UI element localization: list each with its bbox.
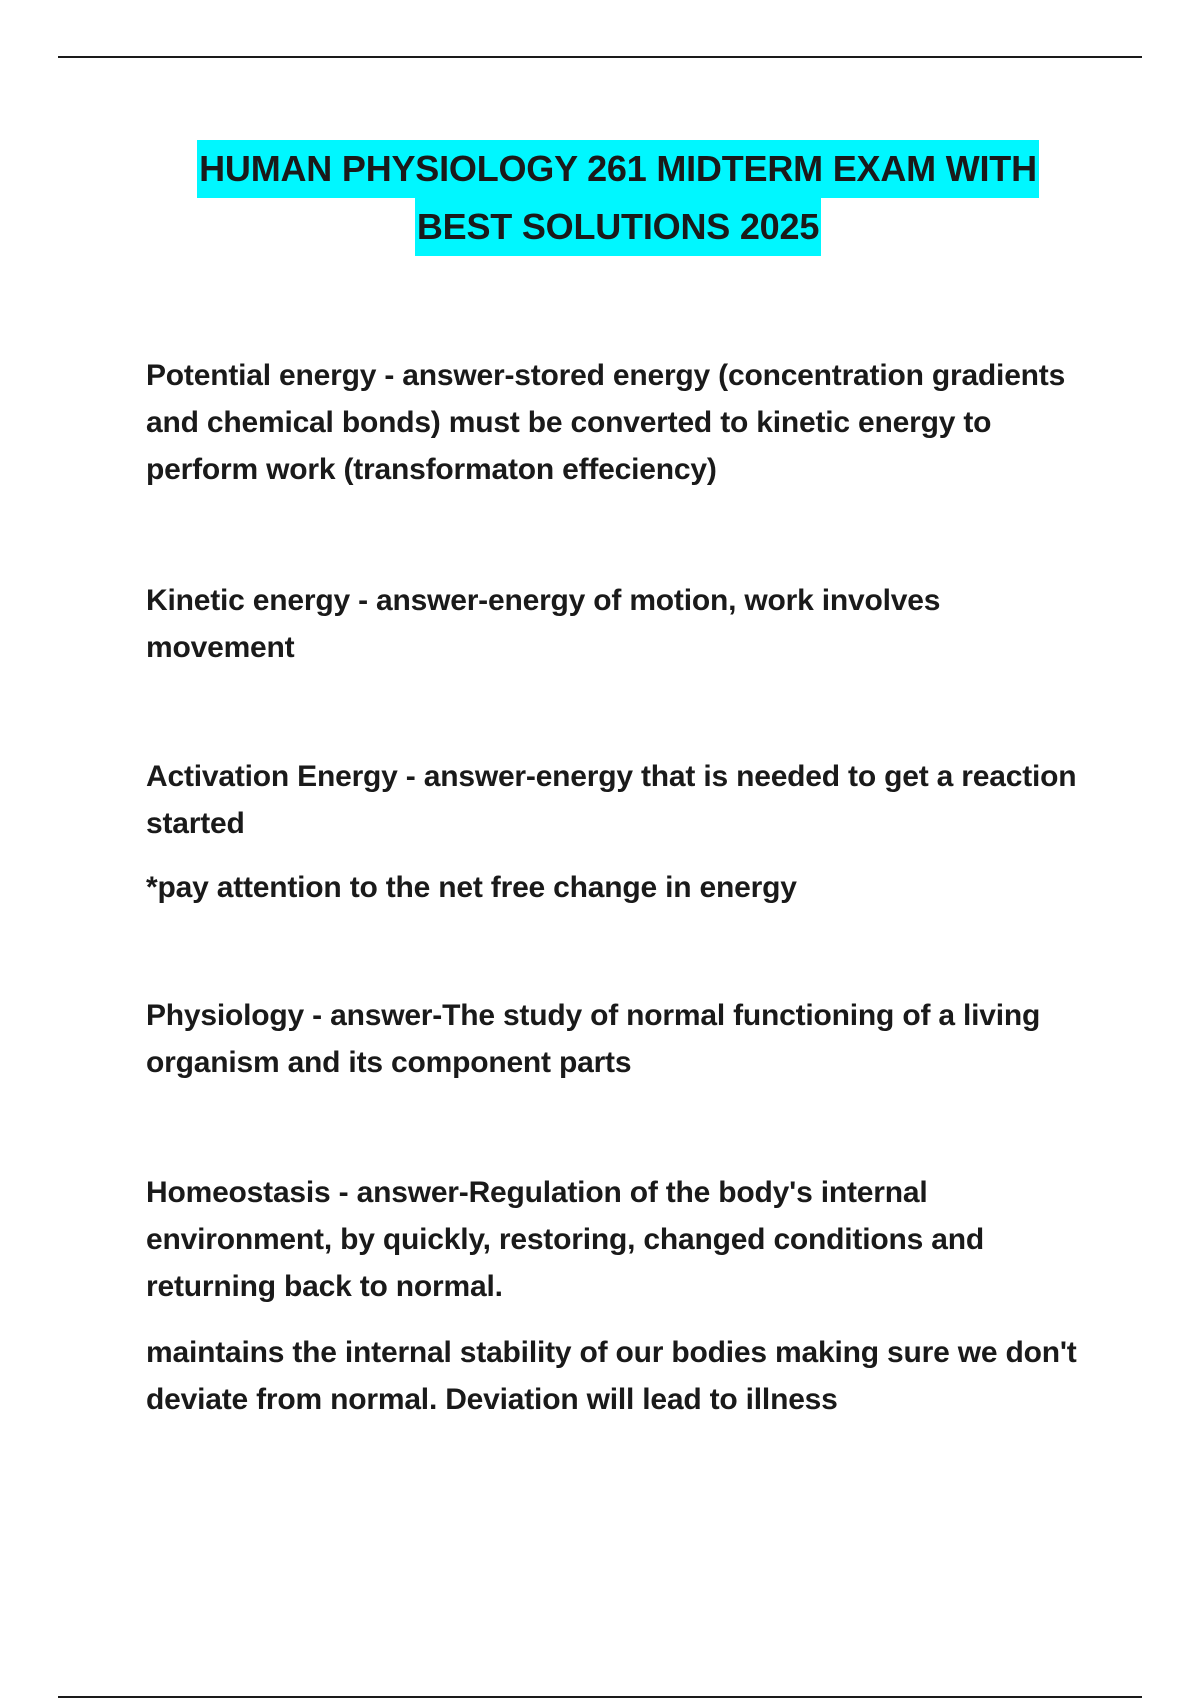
entry-potential-energy: Potential energy - answer-stored energy (concentration gradients and chemical bonds) must be converted to kinetic energy to perform work (transformaton effeciency) [146, 359, 1066, 486]
entry-activation-energy-note: *pay attention to the net free change in energy [146, 871, 797, 904]
top-rule [58, 56, 1142, 58]
bottom-rule [58, 1696, 1142, 1698]
title-line-1: HUMAN PHYSIOLOGY 261 MIDTERM EXAM WITH [197, 140, 1039, 198]
entry-homeostasis: Homeostasis - answer-Regulation of the body's internal environment, by quickly, restoring, changed conditions and returning back to normal. [146, 1176, 984, 1303]
document-title [60, 140, 1176, 256]
title-line-2: BEST SOLUTIONS 2025 [415, 198, 821, 256]
entry-kinetic-energy: Kinetic energy - answer-energy of motion, work involves movement [146, 584, 941, 664]
entry-activation-energy: Activation Energy - answer-energy that is needed to get a reaction started [146, 760, 1077, 840]
entry-homeostasis-note: maintains the internal stability of our bodies making sure we don't deviate from normal. Deviation will lead to illness [146, 1336, 1077, 1416]
entry-physiology: Physiology - answer-The study of normal functioning of a living organism and its component parts [146, 999, 1041, 1079]
